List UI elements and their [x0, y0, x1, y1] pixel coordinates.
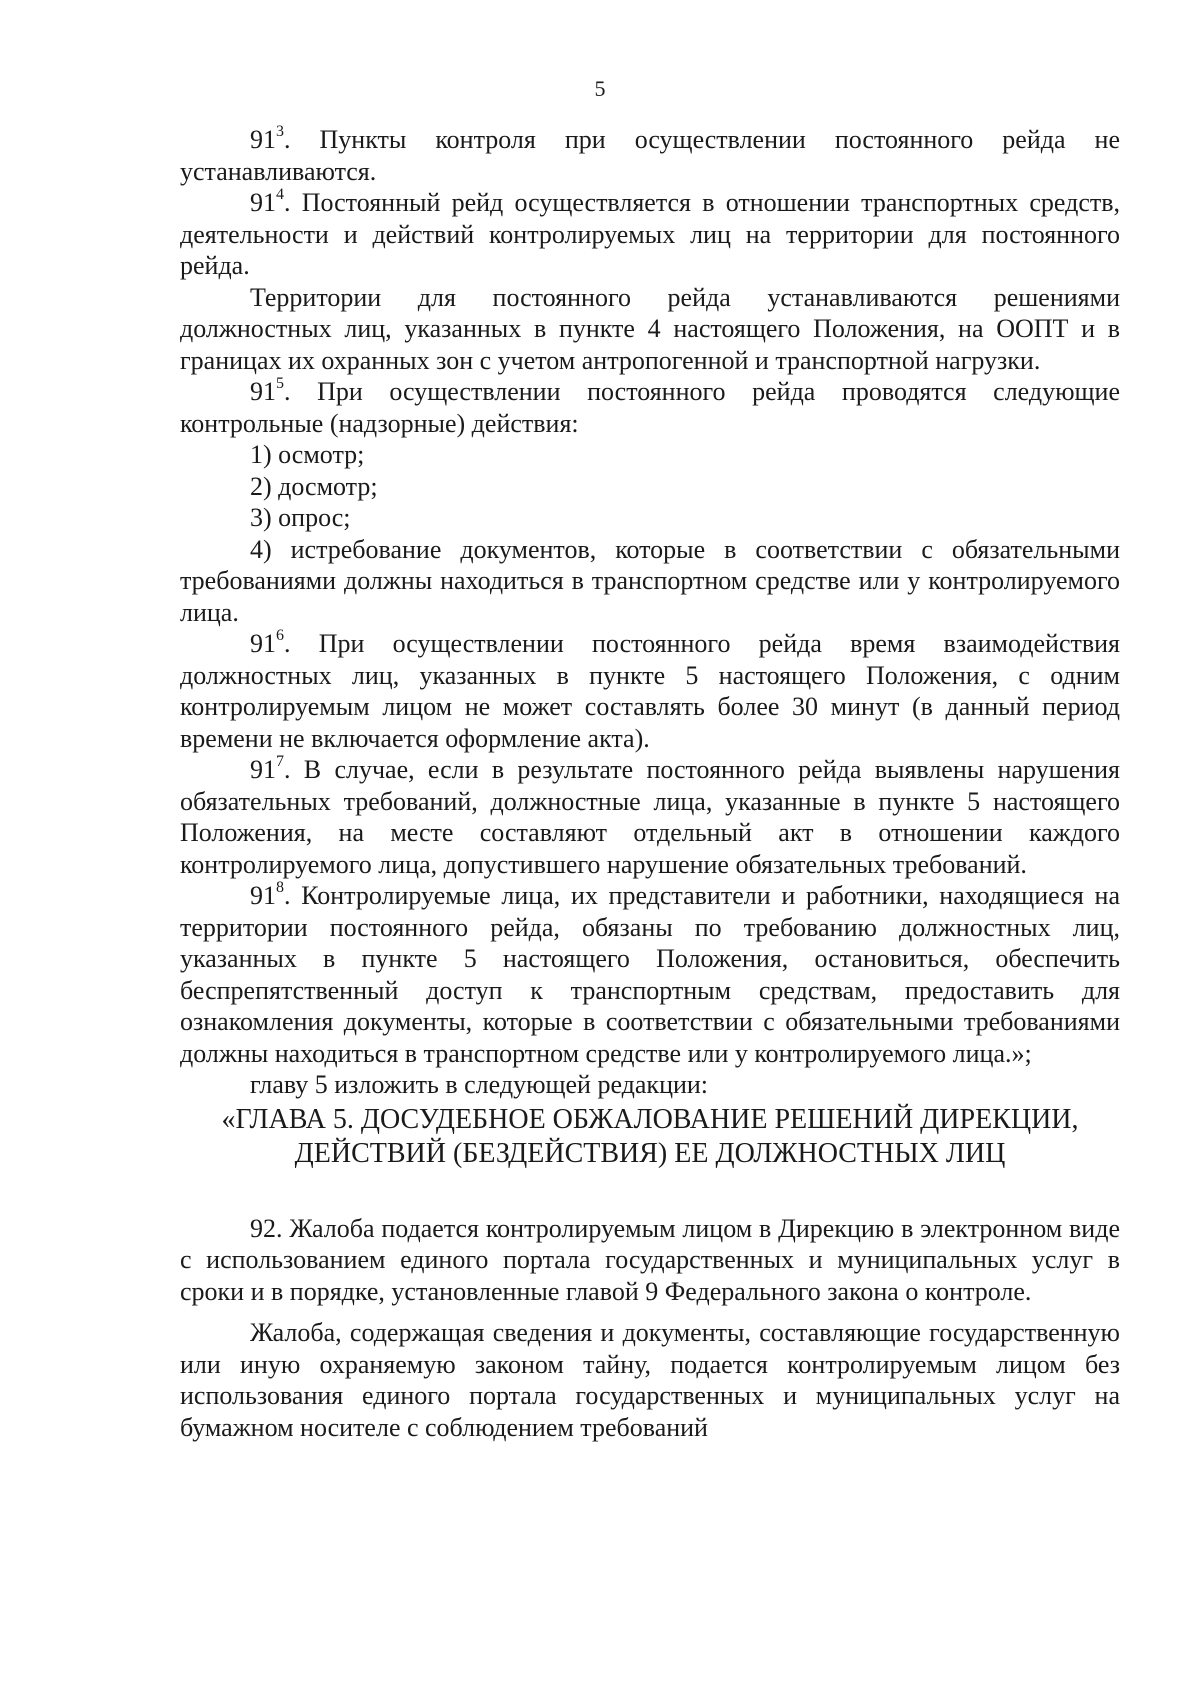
clause-superscript: 8 [276, 879, 284, 897]
paragraph-chapter-intro [180, 1069, 1120, 1101]
paragraph-text: . При осуществлении постоянного рейда проводятся следующие контрольные (надзорные) действия: [180, 377, 1120, 438]
paragraph-text: Территории для постоянного рейда устанавливаются решениями должностных лиц, указанных в пункте 4 настоящего Положения, на ООПТ и в границах их охранных зон с учетом антропогенной и транспортной нагрузки. [180, 282, 1120, 375]
paragraph-text: . Пункты контроля при осуществлении постоянного рейда не устанавливаются. [180, 125, 1120, 186]
paragraph-text: . При осуществлении постоянного рейда время взаимодействия должностных лиц, указанных в пункте 5 настоящего Положения, с одним контролируемым лицом не может составлять более 30 минут (в данный период времени не включается оформление акта). [180, 629, 1120, 753]
clause-number: 91 [250, 881, 276, 910]
paragraph-text: Жалоба, содержащая сведения и документы, составляющие государственную или иную охраняемую законом тайну, подается контролируемым лицом без использования единого портала государственных и муниципальных услуг на бумажном носителе с соблюдением требований [180, 1318, 1120, 1442]
spacer [180, 1307, 1120, 1317]
paragraph-91-4 [180, 187, 1120, 282]
list-item-4 [180, 534, 1120, 629]
paragraph-91-7 [180, 754, 1120, 880]
paragraph-text: . В случае, если в результате постоянного рейда выявлены нарушения обязательных требований, должностные лица, указанные в пункте 5 настоящего Положения, на месте составляют отдельный акт в отношении каждого контролируемого лица, допустившего нарушение обязательных требований. [180, 755, 1120, 879]
paragraph-91-8 [180, 880, 1120, 1069]
paragraph-text: 4) истребование документов, которые в соответствии с обязательными требованиями должны находиться в транспортном средстве или у контролируемого лица. [180, 534, 1120, 627]
paragraph-territories [180, 282, 1120, 377]
paragraph-91-3 [180, 124, 1120, 187]
clause-number: 91 [250, 377, 276, 406]
paragraph-92 [180, 1213, 1120, 1308]
clause-superscript: 6 [276, 627, 284, 645]
paragraph-91-6 [180, 628, 1120, 754]
paragraph-complaint-secret [180, 1317, 1120, 1443]
paragraph-text: . Постоянный рейд осуществляется в отношении транспортных средств, деятельности и действий контролируемых лиц на территории для постоянного рейда. [180, 188, 1120, 280]
document-body [180, 124, 1120, 1443]
spacer [180, 1171, 1120, 1213]
chapter-heading [180, 1103, 1120, 1171]
list-item-2 [180, 471, 1120, 503]
list-item-3 [180, 502, 1120, 534]
chapter-heading-line-1: «ГЛАВА 5. ДОСУДЕБНОЕ ОБЖАЛОВАНИЕ РЕШЕНИЙ ДИРЕКЦИИ, [221, 1103, 1079, 1135]
list-item-1 [180, 439, 1120, 471]
paragraph-text: 1) осмотр; [250, 440, 365, 469]
clause-superscript: 4 [276, 186, 284, 204]
clause-number: 91 [250, 188, 276, 217]
clause-superscript: 5 [276, 375, 284, 393]
clause-number: 91 [250, 755, 276, 784]
page-number: 5 [594, 76, 606, 101]
paragraph-text: . Контролируемые лица, их представители и работники, находящиеся на территории постоянного рейда, обязаны по требованию должностных лиц, указанных в пункте 5 настоящего Положения, остановиться, обеспечить беспрепятственный доступ к транспортным средствам, предоставить для ознакомления документы, которые в соответствии с обязательными требованиями должны находиться в транспортном средстве или у контролируемого лица.»; [180, 881, 1120, 1068]
paragraph-91-5 [180, 376, 1120, 439]
paragraph-text: 92. Жалоба подается контролируемым лицом в Дирекцию в электронном виде с использованием единого портала государственных и муниципальных услуг в сроки и в порядке, установленные главой 9 Федерального закона о контроле. [180, 1213, 1120, 1306]
clause-number: 91 [250, 629, 276, 658]
clause-superscript: 3 [276, 123, 284, 141]
paragraph-text: 3) опрос; [250, 503, 351, 532]
paragraph-text: 2) досмотр; [250, 471, 378, 501]
clause-number: 91 [250, 125, 276, 154]
clause-superscript: 7 [276, 753, 284, 771]
chapter-heading-line-2: ДЕЙСТВИЙ (БЕЗДЕЙСТВИЯ) ЕЕ ДОЛЖНОСТНЫХ ЛИЦ [294, 1137, 1006, 1169]
paragraph-text: главу 5 изложить в следующей редакции: [250, 1070, 709, 1099]
